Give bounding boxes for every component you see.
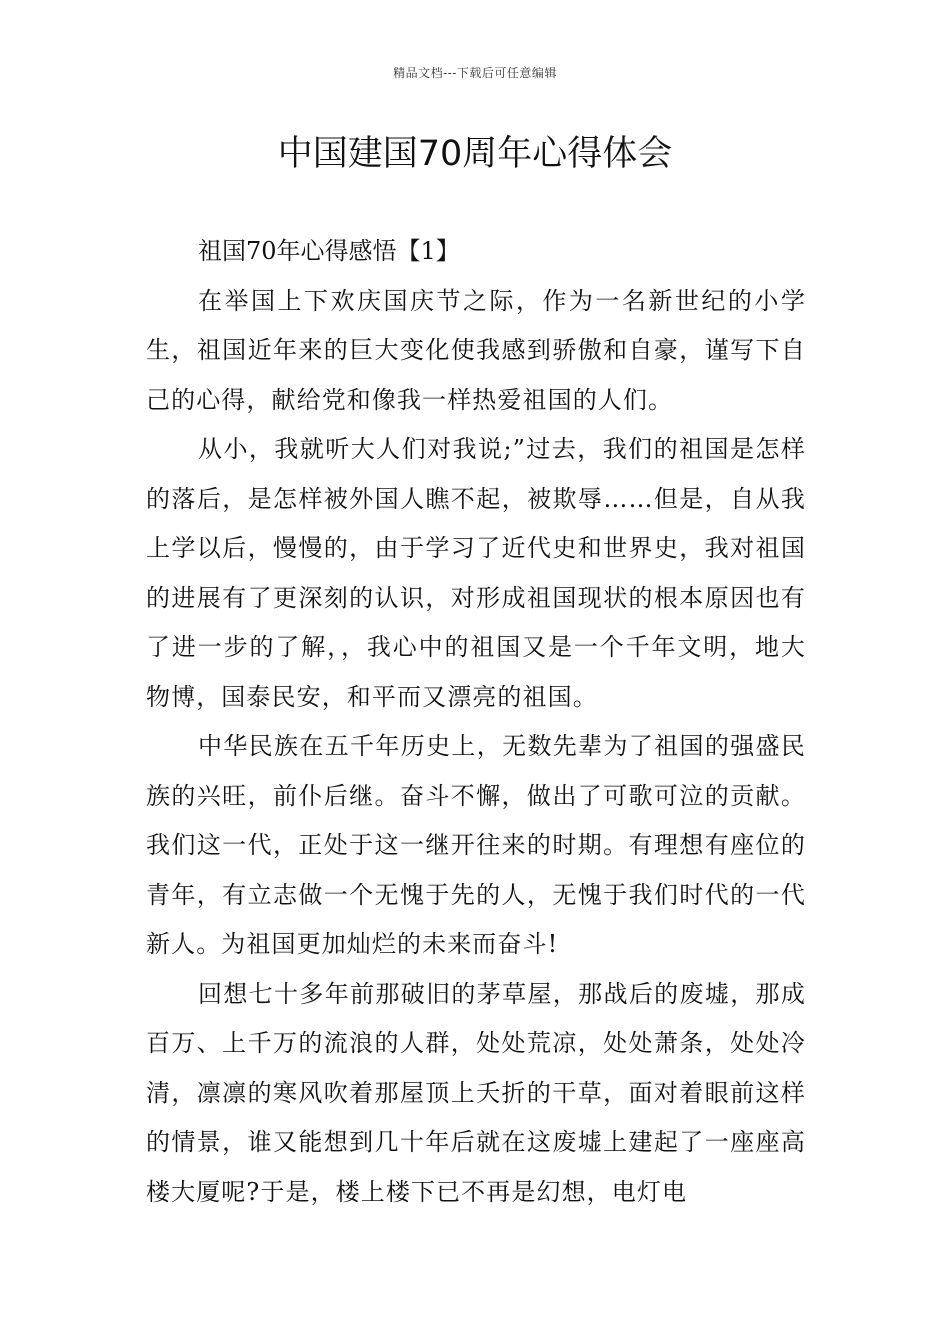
paragraph: 回想七十多年前那破旧的茅草屋，那战后的废墟，那成百万、上千万的流浪的人群，处处荒凉，处处萧条，处处冷清，凛凛的寒风吹着那屋顶上夭折的干草，面对着眼前这样的情景，谁又能想到几十年后就在这废墟上建起了一座座高楼大厦呢?于是，楼上楼下已不再是幻想，电灯电 [146,979,806,1206]
section-heading: 祖国70年心得感悟【1】 [198,237,460,265]
document-title: 中国建国70周年心得体会 [277,134,673,174]
paragraph: 中华民族在五千年历史上，无数先辈为了祖国的强盛民族的兴旺，前仆后继。奋斗不懈，做出了可歌可泣的贡献。我们这一代，正处于这一继开往来的时期。有理想有座位的青年，有立志做一个无愧于先的人，无愧于我们时代的一代新人。为祖国更加灿烂的未来而奋斗! [146,732,806,958]
document-body [146,227,806,1217]
paragraph: 在举国上下欢庆国庆节之际，作为一名新世纪的小学生，祖国近年来的巨大变化使我感到骄傲和自豪，谨写下自己的心得，献给党和像我一样热爱祖国的人们。 [146,286,806,414]
paragraph: 从小，我就听大人们对我说;”过去，我们的祖国是怎样的落后，是怎样被外国人瞧不起，被欺辱……但是，自从我上学以后，慢慢的，由于学习了近代史和世界史，我对祖国的进展有了更深刻的认识，对形成祖国现状的根本原因也有了进一步的了解，，我心中的祖国又是一个千年文明，地大物博，国泰民安，和平而又漂亮的祖国。 [146,435,806,711]
header-note: 精品文档---下载后可任意编辑 [393,66,557,80]
